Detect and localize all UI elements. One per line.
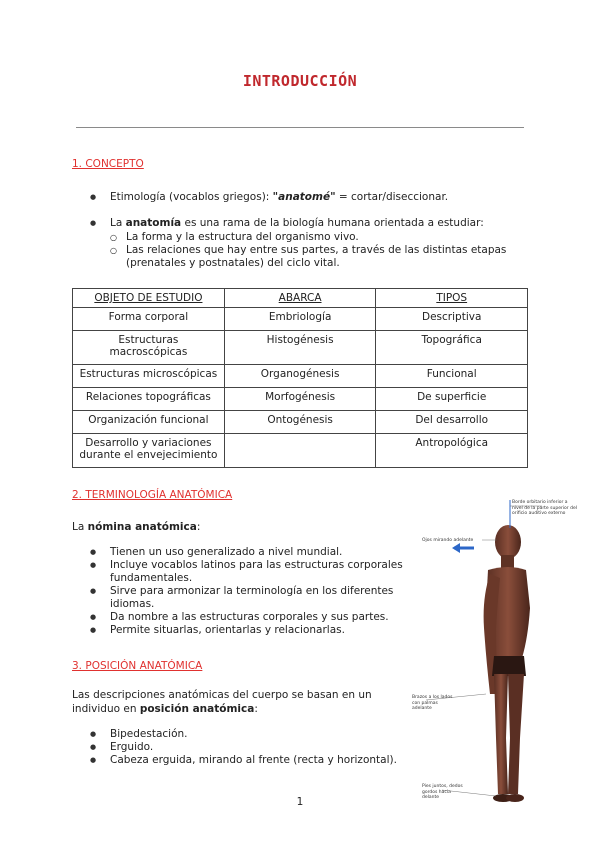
table-row (73, 411, 528, 434)
list-item: ● Da nombre a las estructuras corporales y sus partes. (90, 611, 410, 624)
table-header: OBJETO DE ESTUDIO (73, 289, 225, 308)
posicion-list (90, 728, 410, 767)
anatomia-term: anatomía (125, 217, 182, 229)
list-item: ● Incluye vocablos latinos para las estructuras corporales fundamentales. (90, 559, 410, 585)
table-cell: Organización funcional (73, 411, 225, 434)
table-header: TIPOS (376, 289, 528, 308)
table-cell: Antropológica (376, 434, 528, 468)
table-cell: De superficie (376, 388, 528, 411)
table-cell: Descriptiva (376, 308, 528, 331)
table-cell: Organogénesis (224, 365, 376, 388)
figure-label-eyes: Ojos mirando adelante (422, 538, 474, 543)
table-row (73, 434, 528, 468)
table-cell: Embriología (224, 308, 376, 331)
list-item (90, 217, 530, 270)
etymology-term: "anatomé" (272, 191, 336, 203)
etymology-suffix: = cortar/diseccionar. (335, 191, 449, 203)
list-item: ● Bipedestación. (90, 728, 410, 741)
list-item (90, 191, 530, 204)
figure-label-feet: Pies juntos, dedos gordos hacia delante (422, 784, 463, 800)
anatomia-suffix: es una rama de la biología humana orientada a estudiar: (181, 217, 484, 229)
page-number: 1 (296, 796, 304, 808)
study-table (72, 288, 528, 468)
list-item: ● Tienen un uso generalizado a nivel mundial. (90, 546, 410, 559)
section-heading-posicion: 3. POSICIÓN ANATÓMICA (72, 660, 203, 672)
table-row (73, 308, 528, 331)
sub-list-item: ○ Las relaciones que hay entre sus partes, a través de las distintas etapas (prenatales y postnatales) del ciclo vital. (110, 244, 530, 270)
table-row (73, 365, 528, 388)
table-cell: Morfogénesis (224, 388, 376, 411)
intro-suffix: : (254, 703, 258, 715)
human-figure-illustration (412, 498, 580, 818)
figure-label-arms: Brazos a los lados con palmas adelante (412, 695, 453, 711)
table-header: ABARCA (224, 289, 376, 308)
table-cell: Estructuras macroscópicas (73, 331, 225, 365)
list-item: ● Erguido. (90, 741, 410, 754)
table-cell: Forma corporal (73, 308, 225, 331)
intro-term: posición anatómica (139, 703, 255, 715)
concepto-list (90, 191, 530, 204)
list-item: ● Cabeza erguida, mirando al frente (recta y horizontal). (90, 754, 410, 767)
table-cell: Del desarrollo (376, 411, 528, 434)
terminologia-list (90, 546, 410, 637)
table-row (73, 331, 528, 365)
table-cell: Topográfica (376, 331, 528, 365)
etymology-prefix: Etimología (vocablos griegos): (110, 191, 273, 203)
table-cell: Histogénesis (224, 331, 376, 365)
anatomia-list (90, 217, 530, 270)
section-heading-concepto: 1. CONCEPTO (72, 158, 144, 170)
section-heading-terminologia: 2. TERMINOLOGÍA ANATÓMICA (72, 489, 233, 501)
posicion-intro (72, 688, 397, 716)
table-cell: Funcional (376, 365, 528, 388)
table-cell: Estructuras microscópicas (73, 365, 225, 388)
list-item: ● Sirve para armonizar la terminología en los diferentes idiomas. (90, 585, 410, 611)
terminologia-intro (72, 520, 200, 534)
table-row (73, 388, 528, 411)
anatomia-prefix: La (110, 217, 126, 229)
anatomia-sublist (110, 231, 530, 270)
table-cell: Desarrollo y variaciones durante el envejecimiento (73, 434, 225, 468)
anatomical-position-figure (412, 498, 580, 818)
intro-suffix: : (196, 521, 201, 533)
page-title: INTRODUCCIÓN (242, 72, 358, 90)
intro-prefix: La (72, 521, 88, 533)
table-cell: Relaciones topográficas (73, 388, 225, 411)
table-cell (224, 434, 376, 468)
table-cell: Ontogénesis (224, 411, 376, 434)
figure-label-orbit: Borde orbitario inferior a nivel de la parte superior del orificio auditivo externo (512, 500, 577, 516)
table-header-row (73, 289, 528, 308)
title-divider (76, 127, 524, 128)
list-item: ● Permite situarlas, orientarlas y relacionarlas. (90, 624, 410, 637)
intro-prefix: Las descripciones anatómicas del cuerpo se basan en un individuo en (72, 689, 372, 715)
intro-term: nómina anatómica (87, 521, 197, 533)
sub-list-item: ○ La forma y la estructura del organismo vivo. (110, 231, 530, 244)
